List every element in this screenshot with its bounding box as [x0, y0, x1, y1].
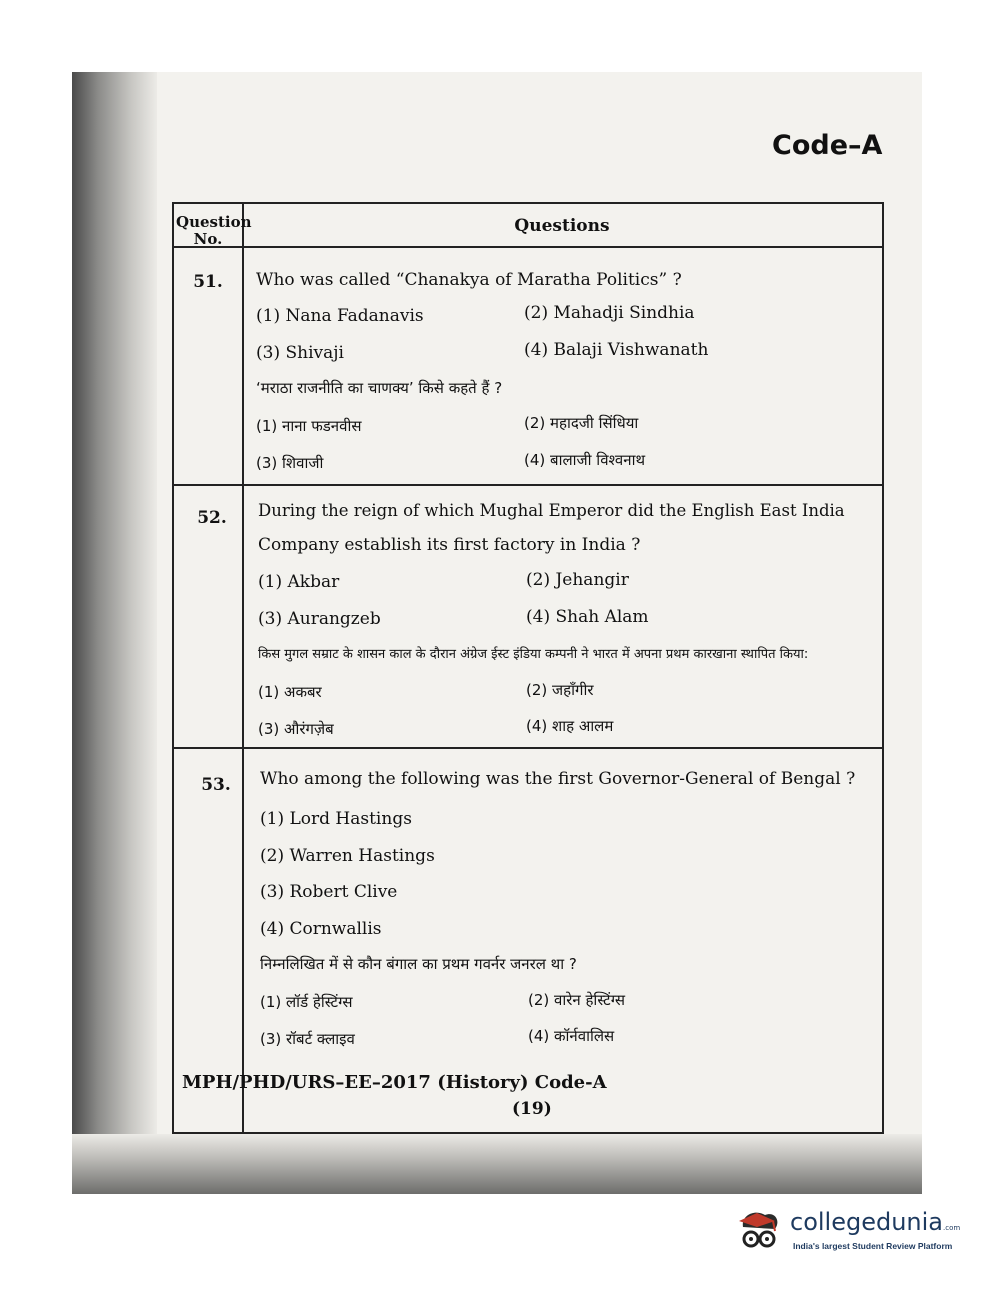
option-en: (2) Warren Hastings [260, 846, 435, 866]
option-en: (2) Mahadji Sindhia [524, 303, 695, 323]
page-number: (19) [512, 1099, 552, 1119]
option-en: (1) Akbar [258, 572, 340, 592]
question-number: 53. [201, 775, 231, 795]
option-en: (4) Shah Alam [526, 607, 649, 627]
option-hi: (4) कॉर्नवालिस [528, 1027, 615, 1045]
option-hi: (4) शाह आलम [526, 717, 614, 735]
logo-suffix: .com [943, 1224, 961, 1232]
option-en: (3) Aurangzeb [258, 609, 381, 629]
question-number: 51. [193, 272, 223, 292]
option-hi: (1) लॉर्ड हेस्टिंग्स [260, 993, 353, 1011]
question-text-hi: किस मुगल सम्राट के शासन काल के दौरान अंग्रेज ईस्ट इंडिया कम्पनी ने भारत में अपना प्रथम कारखाना स्थापित किया: [258, 647, 809, 662]
option-hi: (2) वारेन हेस्टिंग्स [528, 991, 626, 1009]
question-text-en: Who among the following was the first Governor-General of Bengal ? [260, 769, 856, 789]
option-hi: (3) औरंगज़ेब [258, 720, 334, 738]
question-text-hi: निम्नलिखित में से कौन बंगाल का प्रथम गवर्नर जनरल था ? [260, 955, 577, 973]
option-hi: (3) रॉबर्ट क्लाइव [260, 1030, 355, 1048]
option-hi: (1) नाना फडनवीस [256, 417, 362, 435]
header-questions: Questions [514, 216, 610, 236]
option-en: (2) Jehangir [526, 570, 629, 590]
question-text-hi: ‘मराठा राजनीति का चाणक्य’ किसे कहते हैं ? [256, 379, 503, 397]
question-text-en: Company establish its first factory in India ? [258, 535, 641, 555]
option-en: (1) Nana Fadanavis [256, 306, 424, 326]
option-hi: (4) बालाजी विश्वनाथ [524, 451, 646, 469]
question-text-en: Who was called “Chanakya of Maratha Politics” ? [256, 270, 682, 290]
option-en: (3) Robert Clive [260, 882, 398, 902]
header-question-no: Question No. [176, 213, 252, 248]
mascot-icon [735, 1209, 785, 1255]
option-en: (1) Lord Hastings [260, 809, 412, 829]
option-hi: (3) शिवाजी [256, 454, 324, 472]
logo-name: collegedunia [790, 1208, 944, 1236]
option-hi: (1) अकबर [258, 683, 322, 701]
page-shadow-left [72, 72, 157, 1194]
paper-code: Code–A [772, 130, 883, 161]
option-hi: (2) महादजी सिंधिया [524, 414, 639, 432]
collegedunia-watermark [735, 1205, 960, 1260]
scanned-page [72, 72, 922, 1194]
logo-tagline: India's largest Student Review Platform [793, 1241, 953, 1251]
option-en: (4) Balaji Vishwanath [524, 340, 709, 360]
option-hi: (2) जहाँगीर [526, 681, 594, 699]
option-en: (3) Shivaji [256, 343, 344, 363]
footer-code: MPH/PHD/URS–EE–2017 (History) Code-A [182, 1072, 607, 1093]
questions-table [172, 202, 884, 1134]
question-number: 52. [197, 508, 227, 528]
question-text-en: During the reign of which Mughal Emperor did the English East India [258, 501, 845, 520]
page-shadow-bottom [72, 1134, 922, 1194]
option-en: (4) Cornwallis [260, 919, 382, 939]
